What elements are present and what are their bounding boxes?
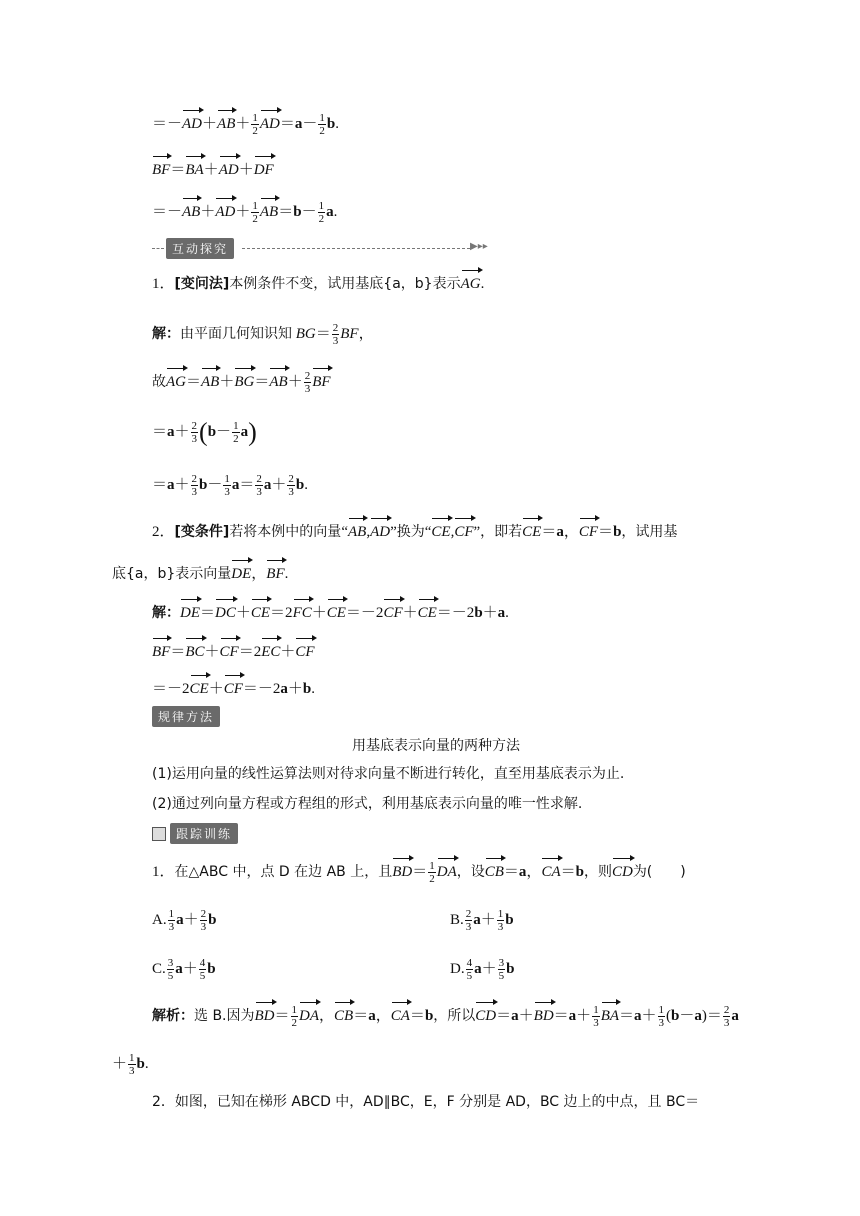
- q1-analysis-line-1: 解析：选 B.因为BD＝ $\frac{1}{2}$ DA，CB＝a，CA＝b，所以CD＝a＋BD＝a＋ $\frac{1}{3}$ BA＝a＋ $\frac{1}{3}$ (b－a)＝ $\frac{2}{3}$ a: [152, 1004, 739, 1029]
- q1-option-a[interactable]: A. $\frac{1}{3}$ a＋ $\frac{2}{3}$ b: [152, 908, 217, 933]
- q1-option-c[interactable]: C. $\frac{3}{5}$ a＋ $\frac{4}{5}$ b: [152, 957, 216, 982]
- derivation-line-2: BF＝BA＋AD＋DF: [152, 162, 274, 178]
- method-point-1: (1)运用向量的线性运算法则对待求向量不断进行转化，直至用基底表示为止.: [152, 766, 625, 782]
- banner-dash-right: [242, 248, 470, 249]
- q1-option-d[interactable]: D. $\frac{4}{5}$ a＋ $\frac{3}{5}$ b: [450, 957, 515, 982]
- method-banner: 规律方法: [152, 706, 220, 727]
- method-point-2: (2)通过列向量方程或方程组的形式，利用基底表示向量的唯一性求解.: [152, 796, 583, 812]
- derivation-line-3: ＝－AB＋AD＋ $\frac{1}{2}$ AB＝b－ $\frac{1}{2}$ a.: [152, 200, 338, 225]
- ex1-solution-line-4: ＝a＋ $\frac{2}{3}$ b－ $\frac{1}{3}$ a＝ $\frac{2}{3}$ a＋ $\frac{2}{3}$ b.: [152, 473, 309, 498]
- q2-stem: 2．如图，已知在梯形 ABCD 中，AD∥BC，E，F 分别是 AD，BC 边上的中点，且 BC＝: [152, 1094, 700, 1110]
- ex2-question-line-1: 2．[变条件]若将本例中的向量“AB,AD”换为“CE,CF”，即若CE＝a，CF＝b，试用基: [152, 524, 678, 540]
- ex1-solution-line-2: 故AG＝AB＋BG＝AB＋ $\frac{2}{3}$ BF: [152, 370, 331, 395]
- ex2-question-line-2: 底{a，b}表示向量DE，BF.: [112, 566, 289, 582]
- ex2-solution-line-2: BF＝BC＋CF＝2EC＋CF: [152, 644, 315, 660]
- arrow-tip-icon: ▶▸▸: [470, 241, 488, 252]
- practice-banner: 跟踪训练: [152, 823, 238, 844]
- ex1-solution-line-1: 解：由平面几何知识知 BG＝ $\frac{2}{3}$ BF，: [152, 322, 374, 347]
- q1-option-b[interactable]: B. $\frac{2}{3}$ a＋ $\frac{1}{3}$ b: [450, 908, 514, 933]
- banner-dash-left: [152, 248, 164, 249]
- ex1-question: 1．[变问法]本例条件不变，试用基底{a，b}表示AG.: [152, 276, 485, 292]
- derivation-line-1: ＝－AD＋AB＋ $\frac{1}{2}$ AD＝a－ $\frac{1}{2}$ b.: [152, 112, 339, 137]
- ex2-solution-line-1: 解：DE＝DC＋CE＝2FC＋CE＝－2CF＋CE＝－2b＋a.: [152, 605, 509, 621]
- book-icon: [152, 827, 166, 841]
- ex2-solution-line-3: ＝－2CE＋CF＝－2a＋b.: [152, 681, 315, 697]
- q1-analysis-line-2: ＋ $\frac{1}{3}$ b.: [112, 1052, 149, 1077]
- method-title: 用基底表示向量的两种方法: [352, 738, 520, 754]
- interactive-banner: 互动探究: [166, 238, 234, 259]
- ex1-solution-line-3: ＝a＋ $\frac{2}{3}$ (b－ $\frac{1}{2}$ a): [152, 417, 257, 447]
- q1-stem: 1．在△ABC 中，点 D 在边 AB 上，且BD＝ $\frac{1}{2}$ DA，设CB＝a，CA＝b，则CD为( ): [152, 860, 686, 885]
